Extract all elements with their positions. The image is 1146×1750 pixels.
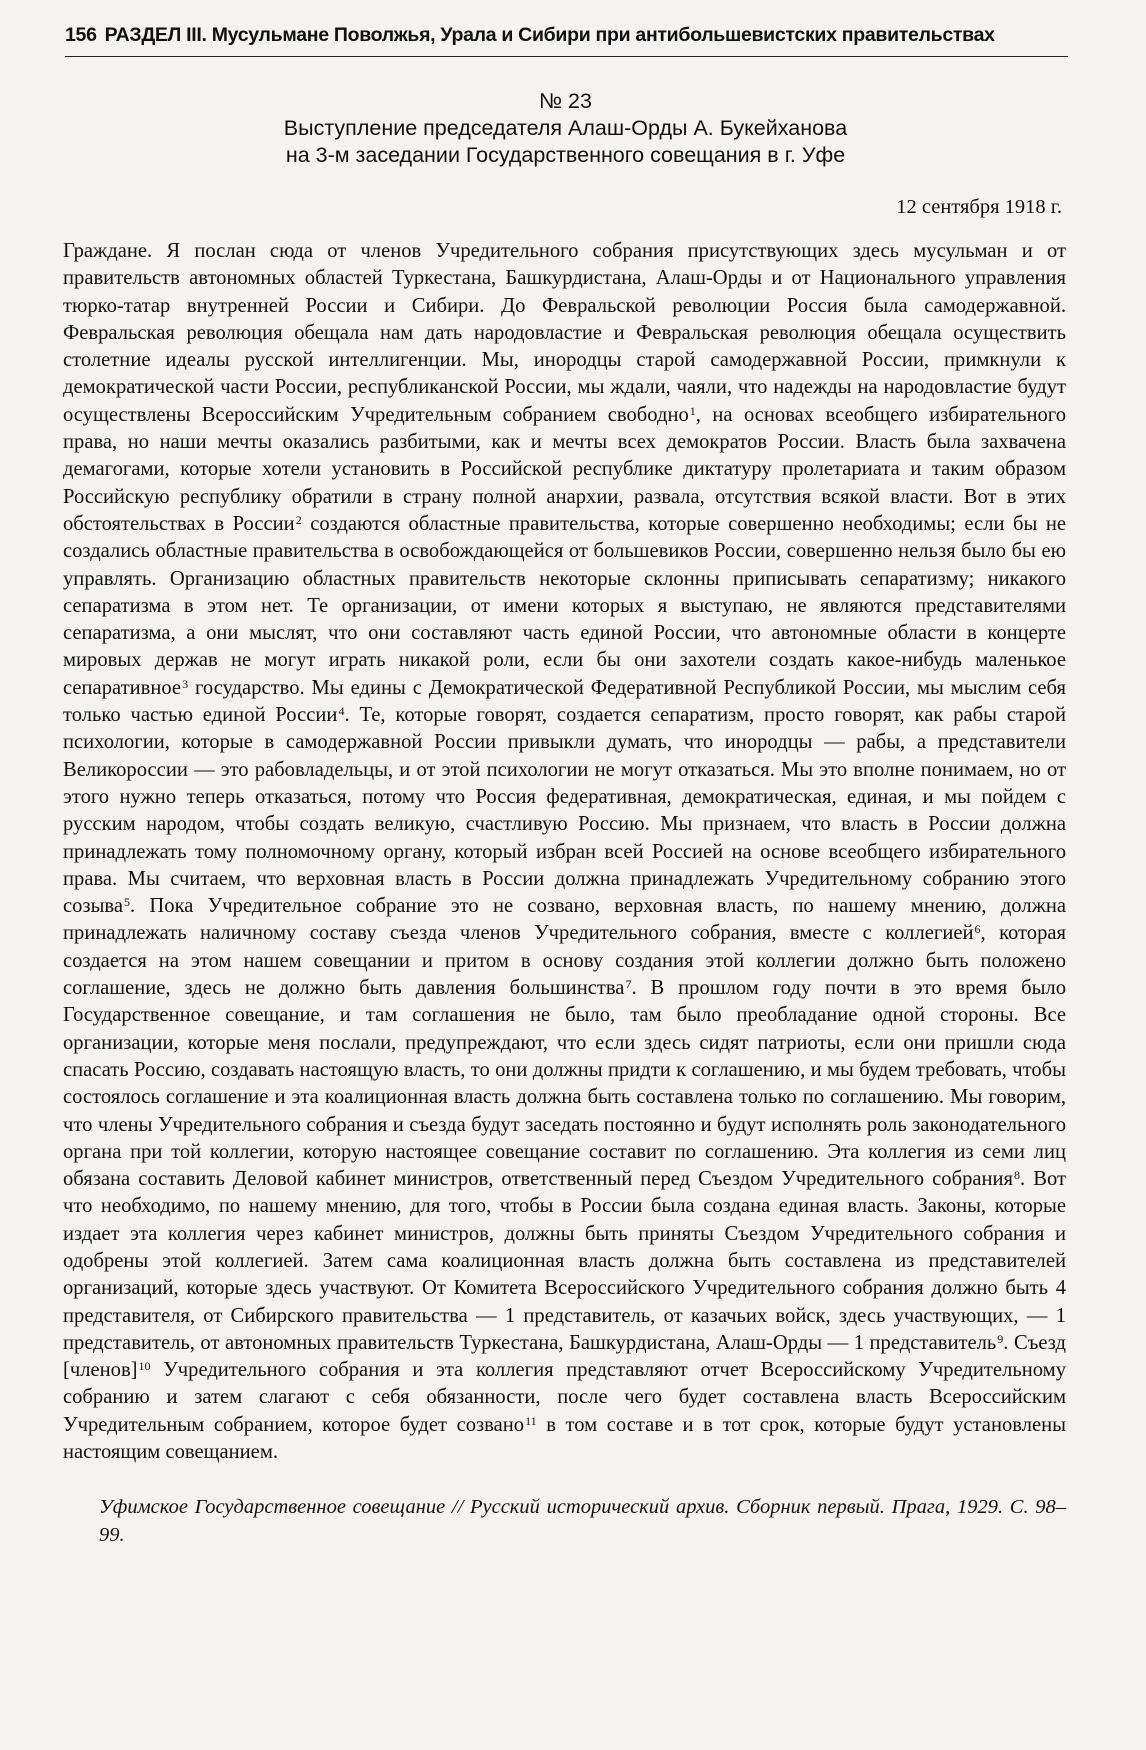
body-text-segment: государство. Мы едины с Демократической Федеративной Республикой России, мы мыслим себя только частью единой России [63, 676, 1066, 727]
body-text-segment: . Вот что необходимо, по нашему мнению, для того, чтобы в России была создана единая власть. Законы, которые издает эта коллегия через кабинет министров, должны быть приняты Съездом Учредительного собрания и одобрены этой коллегией. Затем сама коалиционная власть должна быть составлена из представителей организаций, которые здесь участвуют. От Комитета Всероссийского Учредительного собрания должно быть 4 представителя, от Сибирского правительства — 1 представитель, от казачьих войск, здесь участвующих, — 1 представитель, от автономных правительств Туркестана, Башкурдистана, Алаш-Орды — 1 представитель [63, 1168, 1066, 1354]
body-text-segment: . Пока Учредительное собрание это не созвано, верховная власть, по нашему мнению, должна принадлежать наличному составу съезда членов Учредительного собрания, вместе с коллегией [63, 895, 1066, 945]
document-title [63, 115, 1068, 169]
footnote-marker: 6 [974, 922, 981, 937]
document-title-line-2: на 3-м заседании Государственного совещания в г. Уфе [285, 143, 846, 167]
body-text-segment: . Те, которые говорят, создается сепаратизм, просто говорят, как рабы старой психологии, которые в самодержавной России привыкли думать, что инородцы — рабы, а представители Великороссии — это рабовладельцы, и от этой психологии не могут отказаться. Мы это вполне понимаем, но от этого нужно теперь отказаться, потому что Россия федеративная, демократическая, единая, и мы пойдем с русским народом, чтобы создать великую, счастливую Россию. Мы признаем, что власть в России должна принадлежать тому полномочному органу, который избран всей Россией на основе всеобщего избирательного права. Мы считаем, что верховная власть в России должна принадлежать Учредительному собранию этого созыва [63, 704, 1066, 918]
source-citation: Уфимское Государственное совещание // Русский исторический архив. Сборник первый. Прага, 1929. С. 98–99. [99, 1496, 1066, 1547]
page-number: 156 [65, 24, 97, 46]
footnote-marker: 7 [625, 977, 632, 992]
footnote-marker: 11 [525, 1413, 537, 1428]
document-number: № 23 [539, 89, 592, 113]
document-title-line-1: Выступление председателя Алаш-Орды А. Букейханова [283, 116, 848, 140]
footnote-marker: 9 [997, 1331, 1004, 1346]
footnote-marker: 4 [338, 704, 345, 719]
footnote-marker: 10 [138, 1359, 151, 1374]
body-text-segment: , которая создается на этом нашем совещании и притом в основу создания этой коллегии должно быть положено соглашение, здесь не должно быть давления большинства [63, 922, 1066, 1000]
document-body [63, 238, 1068, 1466]
footnote-marker: 2 [295, 512, 302, 527]
section-title: РАЗДЕЛ III. Мусульмане Поволжья, Урала и Сибири при антибольшевистских правительствах [104, 24, 995, 46]
document-date: 12 сентября 1918 г. [896, 196, 1062, 218]
body-text-segment: . В прошлом году почти в это время было Государственное совещание, и там соглашения не было, там было преобладание одной стороны. Все организации, которые меня послали, предупреждают, что если здесь сидят патриоты, если они пришли сюда спасать Россию, создавать настоящую власть, то они должны придти к соглашению, и мы будем требовать, чтобы состоялось соглашение и эта коалиционная власть должна быть составлена только по соглашению. Мы говорим, что члены Учредительного собрания и съезда будут заседать постоянно и будут исполнять роль законодательного органа при той коллегии, которую настоящее совещание составит по соглашению. Эта коллегия из семи лиц обязана составить Деловой кабинет министров, ответственный перед Съездом Учредительного собрания [63, 977, 1066, 1191]
body-text-segment: создаются областные правительства, которые совершенно необходимы; если бы не создались областные правительства в освобождающейся от большевиков России, совершенно нельзя было бы ею управлять. Организацию областных правительств некоторые склонны приписывать сепаратизму; никакого сепаратизма в этом нет. Те организации, от имени которых я выступаю, не являются представителями сепаратизма, а они мыслят, что они составляют часть единой России, что автономные области в концерте мировых держав не могут играть никакой роли, если бы они захотели создать какое-нибудь маленькое сепаративное [63, 512, 1067, 699]
body-text-segment: Граждане. Я послан сюда от членов Учредительного собрания присутствующих здесь мусульман и от правительств автономных областей Туркестана, Башкурдистана, Алаш-Орды и от Национального управления тюрко-татар внутренней России и Сибири. До Февральской революции Россия была самодержавной. Февральская революция обещала нам дать народовластие и Февральская революция обещала осуществить столетние идеалы русской интеллигенции. Мы, инородцы старой самодержавной России, примкнули к демократической части России, республиканской России, мы ждали, чаяли, что надежды на народовластие будут осуществлены Всероссийским Учредительным собранием свободно [63, 240, 1066, 426]
body-text-segment: Учредительного собрания и эта коллегия представляют отчет Всероссийскому Учредительному собранию и затем слагают с себя обязанности, после чего будет составлена власть Всероссийским Учредительным собранием, которое будет созвано [63, 1359, 1066, 1436]
body-text-segment: , на основах всеобщего избирательного права, но наши мечты оказались разбитыми, как и мечты всех демократов России. Власть была захвачена демагогами, которые хотели установить в Российской республике диктатуру пролетариата и таким образом Российскую республику обратили в страну полной анархии, развала, отсутствия всякой власти. Вот в этих обстоятельствах в России [63, 403, 1066, 535]
body-text-segment: в том составе и в тот срок, которые будут установлены настоящим совещанием. [63, 1413, 1066, 1464]
footnote-marker: 3 [182, 676, 189, 691]
footnote-marker: 5 [124, 895, 131, 910]
header-rule [65, 56, 1068, 57]
body-text-segment: . Съезд [членов] [63, 1331, 1066, 1382]
running-header [63, 22, 1068, 48]
footnote-marker: 8 [1014, 1168, 1021, 1183]
footnote-marker: 1 [689, 403, 696, 418]
